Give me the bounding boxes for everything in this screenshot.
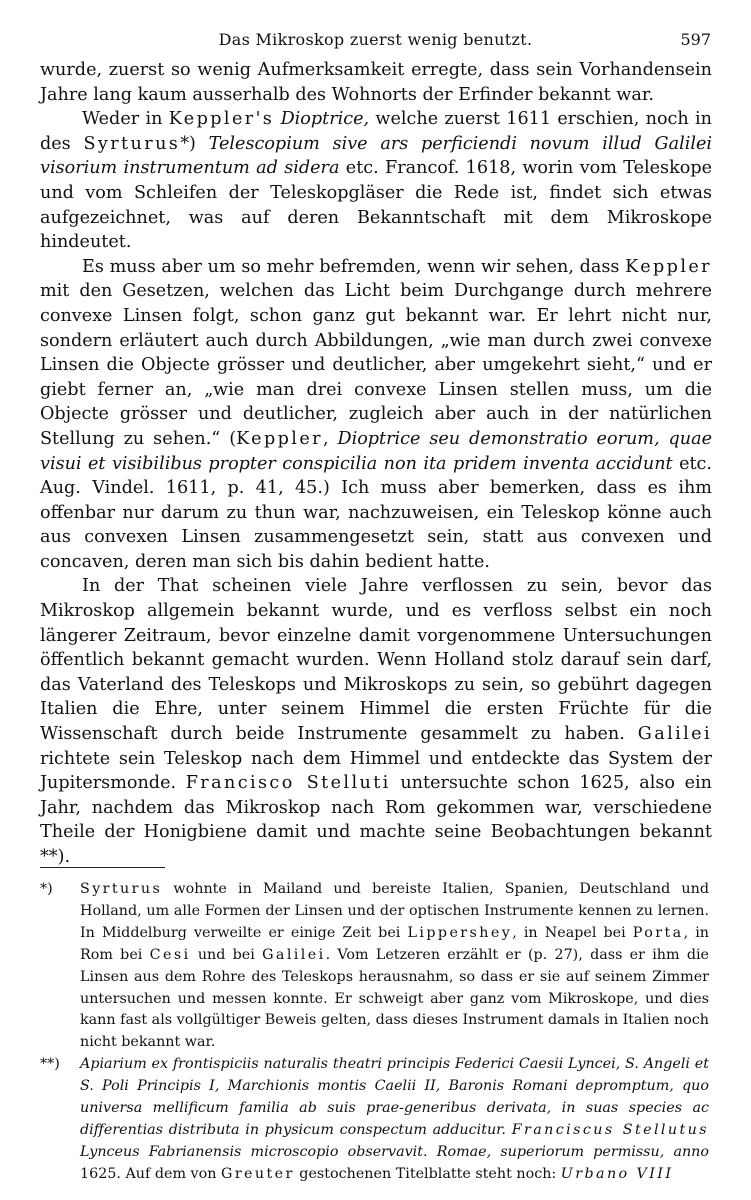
paragraph-continuation xyxy=(40,58,712,107)
text-run: wurde, zuerst so wenig Aufmerksamkeit erregte, dass sein Vorhandensein Jahre lang kaum ausserhalb des Wohnorts der Erfinder bekannt war. xyxy=(40,60,712,105)
person-name: Keppler xyxy=(236,428,323,449)
footnote-ref: *) xyxy=(180,133,209,154)
person-name: Keppler's xyxy=(168,109,275,130)
book-title: Dioptrice, xyxy=(280,109,370,130)
quoted-title: Urbano VIII xyxy=(560,1165,674,1182)
footnote-marker: *) xyxy=(40,881,53,897)
person-name: Cesi xyxy=(149,946,191,963)
text-run: mit den Gesetzen, welchen das Licht beim Durchgange durch mehrere convexe Linsen folgt, schon ganz gut bekannt war. Er lehrt nicht nur, sondern erläutert auch durch Abbildungen, „wie man durch zwei convexe Linsen die Objecte grösser und deutlicher, aber umgekehrt sieht,“ und er giebt ferner an, „wie man drei convexe Linsen stellen muss, um die Objecte grösser und deutlicher, zugleich aber auch in der natürlichen Stellung zu sehen.“ ( xyxy=(40,281,712,449)
text-run: , in Neapel bei xyxy=(512,924,633,941)
text-run: etc. Aug. Vindel. 1611, p. 41, 45.) Ich muss aber bemerken, dass es ihm offenbar nur darum zu thun war, nachzuweisen, ein Teleskop könne auch aus convexen Linsen zusammengesetzt sein, statt aus convexen und concaven, deren man sich bis dahin bedient hatte. xyxy=(40,453,712,572)
text-run: , in Rom bei xyxy=(80,924,709,963)
text-run: Es muss aber um so mehr befremden, wenn wir sehen, dass xyxy=(82,256,626,277)
page-number: 597 xyxy=(680,30,711,49)
text-run: , xyxy=(322,428,338,449)
footnote-divider xyxy=(40,867,165,868)
person-name: Keppler xyxy=(625,256,712,277)
person-name: Syrturus xyxy=(83,133,181,154)
text-run: und bei xyxy=(190,946,263,963)
person-name: Franciscus Stellutus xyxy=(511,1121,709,1138)
person-name: Francisco Stelluti xyxy=(185,773,391,794)
text-run: Weder in xyxy=(82,109,169,130)
text-run: etc. Francof. 1618, worin vom Teleskope und vom Schleifen der Teleskopgläser die Rede ist, findet sich etwas aufgezeichnet, was auf deren Bekanntschaft mit dem Mikroskope hindeutet. xyxy=(40,158,712,253)
paragraph-italy xyxy=(40,574,712,869)
person-name: Porta xyxy=(632,924,684,941)
book-title: Apiarium ex frontispiciis naturalis theatri principis Federici Caesii Lyncei, S. Angeli et S. Poli Principis I, Marchionis montis Caelii II, Baronis Romani depromptum, quo universa mellificum familia ab suis prae-generibus derivata, in suas species ac differentias distributa in physicum conspectum adducitur. xyxy=(80,1056,709,1138)
running-title: Das Mikroskop zuerst wenig benutzt. xyxy=(218,30,533,49)
main-text xyxy=(40,58,712,870)
footnote-1 xyxy=(40,879,709,1054)
text-run: . Vom Letzeren erzählt er (p. 27), dass er ihm die Linsen aus dem Rohre des Teleskops herausnahm, so dass er sie auf seinem Zimmer untersuchen und messen konnte. Er schweigt aber ganz vom Mikroskope, und dies kann fast als vollgültiger Beweis gelten, dass dieses Instrument damals in Italien noch nicht bekannt war. xyxy=(80,946,709,1051)
footnotes xyxy=(40,879,709,1186)
person-name: Galilei xyxy=(637,724,712,745)
text-run: wohnte in Mailand und bereiste Italien, Spanien, Deutschland und Holland, um alle Formen der Linsen und der optischen Instrumente kennen zu lernen. In Middelburg verweilte er einige Zeit bei xyxy=(80,881,709,941)
footnote-marker: **) xyxy=(40,1056,60,1073)
text-run: In der That scheinen viele Jahre verflossen zu sein, bevor das Mikroskop allgemein bekannt wurde, und es verfloss selbst ein noch längerer Zeitraum, bevor einzelne damit vorgenommene Untersuchungen öffentlich bekannt gemacht wurden. Wenn Holland stolz darauf sein darf, das Vaterland des Teleskops und Mikroskops zu sein, so gebührt dagegen Italien die Ehre, unter seinem Himmel die ersten Früchte für die Wissenschaft durch beide Instrumente gesammelt zu haben. xyxy=(40,576,712,745)
running-header xyxy=(40,30,711,56)
book-title: Telescopium sive ars perficiendi novum illud Galilei visorium instrumentum ad sidera xyxy=(40,133,712,179)
text-run: 1625. Auf dem von xyxy=(80,1165,221,1182)
person-name: Galilei xyxy=(262,946,326,963)
person-name: Syrturus xyxy=(80,881,163,897)
text-run: welche zuerst 1611 erschien, noch in des xyxy=(40,109,712,154)
book-title: Dioptrice seu demonstratio eorum, quae visui et visibilibus propter conspicilia non ita pridem inventa accidunt xyxy=(40,428,713,474)
text-run: untersuchte schon 1625, also ein Jahr, nachdem das Mikroskop nach Rom gekommen war, verschiedene Theile der Honigbiene damit und machte seine Beobachtungen bekannt **). xyxy=(40,773,712,867)
text-run: gestochenen Titelblatte steht noch: xyxy=(294,1165,561,1182)
text-run: richtete sein Teleskop nach dem Himmel und entdeckte das System der Jupitersmonde. xyxy=(40,748,712,794)
book-title: Lynceus Fabrianensis microscopio observavit. Romae, superiorum permissu, anno xyxy=(80,1143,709,1160)
person-name: Lippershey xyxy=(407,924,513,941)
footnote-2 xyxy=(40,1054,709,1185)
person-name: Greuter xyxy=(221,1165,295,1182)
paragraph-keppler-lenses xyxy=(40,255,712,575)
paragraph-keppler-dioptrice xyxy=(40,107,712,255)
